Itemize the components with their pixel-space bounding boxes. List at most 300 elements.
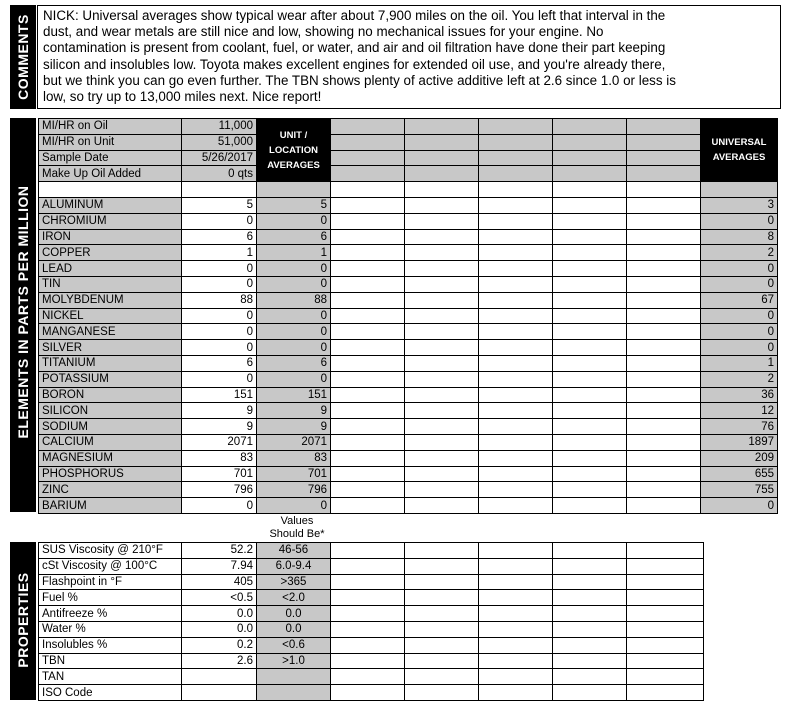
element-value: 0 [182, 213, 257, 229]
empty-cell [627, 229, 701, 245]
empty-cell [479, 276, 553, 292]
elements-table [38, 118, 778, 514]
empty-cell [331, 119, 405, 135]
empty-cell [627, 355, 701, 371]
element-unit-average: 88 [257, 292, 331, 308]
property-name: cSt Viscosity @ 100°C [39, 558, 182, 574]
element-row [39, 355, 778, 371]
element-name: BARIUM [39, 498, 182, 514]
element-row [39, 403, 778, 419]
element-unit-average: 2071 [257, 434, 331, 450]
element-name: TIN [39, 276, 182, 292]
property-value: 2.6 [182, 653, 257, 669]
element-value: 1 [182, 245, 257, 261]
element-name: SILVER [39, 340, 182, 356]
empty-cell [331, 213, 405, 229]
property-should-be: 6.0-9.4 [257, 558, 331, 574]
empty-cell [405, 482, 479, 498]
properties-label: PROPERTIES [15, 572, 31, 668]
empty-cell [405, 355, 479, 371]
empty-cell [479, 450, 553, 466]
element-name: SODIUM [39, 419, 182, 435]
element-name: MANGANESE [39, 324, 182, 340]
empty-cell [479, 371, 553, 387]
empty-cell [627, 213, 701, 229]
empty-cell [627, 558, 704, 574]
header-row [39, 134, 778, 150]
element-row [39, 450, 778, 466]
empty-cell [331, 403, 405, 419]
element-value: 83 [182, 450, 257, 466]
empty-cell [553, 213, 627, 229]
empty-cell [553, 558, 627, 574]
empty-cell [405, 637, 479, 653]
empty-cell [627, 482, 701, 498]
element-unit-average: 6 [257, 229, 331, 245]
property-should-be: >365 [257, 574, 331, 590]
header-label: Sample Date [39, 150, 182, 166]
property-should-be: >1.0 [257, 653, 331, 669]
empty-cell [405, 621, 479, 637]
element-name: MOLYBDENUM [39, 292, 182, 308]
empty-cell [553, 197, 627, 213]
empty-cell [479, 419, 553, 435]
empty-cell [331, 150, 405, 166]
empty-cell [405, 574, 479, 590]
element-universal-average: 1 [701, 355, 778, 371]
empty-cell [479, 637, 553, 653]
empty-cell [405, 434, 479, 450]
element-row [39, 482, 778, 498]
empty-cell [405, 340, 479, 356]
empty-cell [479, 498, 553, 514]
empty-cell [479, 308, 553, 324]
element-universal-average: 2 [701, 245, 778, 261]
empty-cell [479, 292, 553, 308]
empty-cell [331, 340, 405, 356]
element-universal-average: 755 [701, 482, 778, 498]
empty-cell [553, 134, 627, 150]
empty-cell [627, 685, 704, 701]
property-name: SUS Viscosity @ 210°F [39, 543, 182, 559]
properties-label-bar [10, 542, 36, 700]
empty-cell [405, 590, 479, 606]
empty-cell [627, 621, 704, 637]
property-value [182, 685, 257, 701]
empty-cell [701, 182, 778, 198]
empty-cell [331, 166, 405, 182]
empty-cell [331, 653, 405, 669]
empty-cell [553, 324, 627, 340]
empty-cell [331, 134, 405, 150]
property-value [182, 669, 257, 685]
element-universal-average: 2 [701, 371, 778, 387]
empty-cell [479, 543, 553, 559]
empty-cell [479, 166, 553, 182]
element-universal-average: 36 [701, 387, 778, 403]
empty-cell [405, 261, 479, 277]
empty-cell [331, 558, 405, 574]
element-row [39, 292, 778, 308]
empty-cell [553, 340, 627, 356]
empty-cell [331, 371, 405, 387]
property-row [39, 590, 704, 606]
element-unit-average: 9 [257, 403, 331, 419]
empty-cell [405, 498, 479, 514]
empty-cell [553, 182, 627, 198]
element-value: 9 [182, 403, 257, 419]
element-universal-average: 0 [701, 261, 778, 277]
header-label: MI/HR on Unit [39, 134, 182, 150]
element-value: 701 [182, 466, 257, 482]
empty-cell [405, 308, 479, 324]
empty-cell [405, 543, 479, 559]
empty-cell [627, 450, 701, 466]
property-should-be: 0.0 [257, 621, 331, 637]
element-unit-average: 701 [257, 466, 331, 482]
empty-cell [331, 543, 405, 559]
header-value: 51,000 [182, 134, 257, 150]
element-universal-average: 0 [701, 324, 778, 340]
properties-table [38, 542, 704, 701]
element-universal-average: 12 [701, 403, 778, 419]
empty-cell [553, 606, 627, 622]
empty-cell [479, 653, 553, 669]
empty-cell [553, 292, 627, 308]
header-row [39, 119, 778, 135]
empty-cell [627, 498, 701, 514]
empty-cell [479, 403, 553, 419]
property-value: 405 [182, 574, 257, 590]
property-value: 7.94 [182, 558, 257, 574]
empty-cell [553, 434, 627, 450]
empty-cell [405, 387, 479, 403]
element-value: 0 [182, 308, 257, 324]
element-unit-average: 0 [257, 261, 331, 277]
property-name: Fuel % [39, 590, 182, 606]
element-value: 9 [182, 419, 257, 435]
should-be-header: Values Should Be* [269, 515, 325, 540]
element-row [39, 308, 778, 324]
element-row [39, 245, 778, 261]
empty-cell [553, 119, 627, 135]
element-universal-average: 0 [701, 308, 778, 324]
element-unit-average: 0 [257, 340, 331, 356]
element-universal-average: 1897 [701, 434, 778, 450]
empty-cell [479, 482, 553, 498]
empty-cell [627, 340, 701, 356]
empty-cell [553, 355, 627, 371]
property-name: Water % [39, 621, 182, 637]
property-value: 0.0 [182, 621, 257, 637]
empty-cell [331, 292, 405, 308]
empty-cell [627, 166, 701, 182]
empty-cell [479, 213, 553, 229]
empty-cell [405, 371, 479, 387]
element-value: 0 [182, 340, 257, 356]
empty-cell [479, 261, 553, 277]
property-value: <0.5 [182, 590, 257, 606]
element-row [39, 261, 778, 277]
element-value: 0 [182, 276, 257, 292]
empty-cell [627, 134, 701, 150]
empty-cell [627, 543, 704, 559]
empty-cell [553, 637, 627, 653]
property-name: ISO Code [39, 685, 182, 701]
element-row [39, 197, 778, 213]
empty-cell [627, 276, 701, 292]
element-row [39, 213, 778, 229]
element-name: IRON [39, 229, 182, 245]
empty-cell [331, 387, 405, 403]
empty-cell [627, 419, 701, 435]
empty-cell [479, 685, 553, 701]
empty-cell [405, 606, 479, 622]
universal-averages-header: UNIVERSAL AVERAGES [701, 119, 778, 182]
property-row [39, 685, 704, 701]
empty-cell [331, 466, 405, 482]
element-universal-average: 67 [701, 292, 778, 308]
property-row [39, 606, 704, 622]
element-unit-average: 5 [257, 197, 331, 213]
element-unit-average: 796 [257, 482, 331, 498]
empty-cell [331, 182, 405, 198]
empty-cell [627, 653, 704, 669]
empty-cell [405, 669, 479, 685]
empty-cell [405, 466, 479, 482]
empty-cell [627, 245, 701, 261]
empty-cell [331, 324, 405, 340]
element-name: LEAD [39, 261, 182, 277]
element-unit-average: 83 [257, 450, 331, 466]
element-universal-average: 3 [701, 197, 778, 213]
element-universal-average: 655 [701, 466, 778, 482]
empty-cell [553, 150, 627, 166]
empty-cell [627, 466, 701, 482]
element-name: CALCIUM [39, 434, 182, 450]
element-name: SILICON [39, 403, 182, 419]
empty-cell [479, 574, 553, 590]
empty-cell [627, 119, 701, 135]
empty-cell [331, 606, 405, 622]
empty-cell [627, 574, 704, 590]
comments-text: NICK: Universal averages show typical wear after about 7,900 miles on the oil. You left that interval in the dust, and wear metals are still nice and low, showing no mechanical issues for your engine. No contamination is present from coolant, fuel, or water, and air and oil filtration have done their part keeping silicon and insolubles low. Toyota makes excellent engines for extended oil use, and you're already there, but we think you can go even further. The TBN shows plenty of active additive left at 2.6 since 1.0 or less is low, so try up to 13,000 miles next. Nice report! [43, 8, 676, 105]
property-row [39, 669, 704, 685]
element-universal-average: 76 [701, 419, 778, 435]
empty-cell [553, 261, 627, 277]
empty-cell [627, 371, 701, 387]
property-name: Insolubles % [39, 637, 182, 653]
empty-cell [405, 182, 479, 198]
empty-cell [627, 606, 704, 622]
empty-cell [331, 498, 405, 514]
empty-cell [405, 419, 479, 435]
element-row [39, 434, 778, 450]
element-name: PHOSPHORUS [39, 466, 182, 482]
element-row [39, 466, 778, 482]
elements-label-bar [10, 118, 36, 512]
empty-cell [627, 387, 701, 403]
property-value: 0.0 [182, 606, 257, 622]
property-should-be: <2.0 [257, 590, 331, 606]
empty-cell [331, 419, 405, 435]
header-value: 0 qts [182, 166, 257, 182]
property-row [39, 621, 704, 637]
empty-cell [331, 482, 405, 498]
empty-cell [405, 197, 479, 213]
element-unit-average: 151 [257, 387, 331, 403]
element-name: POTASSIUM [39, 371, 182, 387]
element-unit-average: 0 [257, 324, 331, 340]
empty-cell [553, 621, 627, 637]
element-unit-average: 0 [257, 213, 331, 229]
empty-cell [405, 450, 479, 466]
empty-cell [553, 229, 627, 245]
empty-cell [331, 669, 405, 685]
empty-cell [405, 213, 479, 229]
header-row [39, 150, 778, 166]
empty-cell [479, 324, 553, 340]
element-name: TITANIUM [39, 355, 182, 371]
property-value: 0.2 [182, 637, 257, 653]
empty-cell [479, 434, 553, 450]
empty-cell [627, 324, 701, 340]
empty-cell [553, 574, 627, 590]
element-value: 0 [182, 261, 257, 277]
comments-box [37, 5, 781, 109]
element-value: 151 [182, 387, 257, 403]
element-value: 5 [182, 197, 257, 213]
empty-cell [553, 308, 627, 324]
property-should-be [257, 669, 331, 685]
empty-cell [627, 197, 701, 213]
element-name: COPPER [39, 245, 182, 261]
element-value: 2071 [182, 434, 257, 450]
empty-cell [331, 637, 405, 653]
property-name: TBN [39, 653, 182, 669]
element-value: 796 [182, 482, 257, 498]
empty-cell [553, 653, 627, 669]
element-value: 0 [182, 324, 257, 340]
empty-cell [553, 387, 627, 403]
empty-cell [553, 166, 627, 182]
element-unit-average: 6 [257, 355, 331, 371]
property-row [39, 543, 704, 559]
element-value: 88 [182, 292, 257, 308]
empty-cell [627, 261, 701, 277]
empty-cell [405, 324, 479, 340]
property-should-be [257, 685, 331, 701]
empty-cell [405, 166, 479, 182]
element-name: ZINC [39, 482, 182, 498]
element-unit-average: 1 [257, 245, 331, 261]
empty-cell [331, 276, 405, 292]
element-row [39, 276, 778, 292]
empty-cell [479, 245, 553, 261]
empty-cell [331, 245, 405, 261]
empty-cell [553, 669, 627, 685]
empty-cell [39, 182, 182, 198]
empty-cell [479, 387, 553, 403]
element-value: 0 [182, 371, 257, 387]
property-should-be: <0.6 [257, 637, 331, 653]
empty-cell [553, 498, 627, 514]
empty-cell [553, 543, 627, 559]
empty-cell [479, 119, 553, 135]
element-universal-average: 0 [701, 340, 778, 356]
empty-cell [479, 606, 553, 622]
header-label: Make Up Oil Added [39, 166, 182, 182]
empty-cell [627, 292, 701, 308]
empty-cell [257, 182, 331, 198]
empty-cell [405, 292, 479, 308]
empty-cell [331, 450, 405, 466]
spacer-row [39, 182, 778, 198]
element-row [39, 324, 778, 340]
element-value: 6 [182, 229, 257, 245]
element-row [39, 229, 778, 245]
empty-cell [331, 685, 405, 701]
empty-cell [479, 621, 553, 637]
property-row [39, 653, 704, 669]
empty-cell [553, 276, 627, 292]
element-row [39, 419, 778, 435]
empty-cell [331, 434, 405, 450]
element-unit-average: 9 [257, 419, 331, 435]
empty-cell [479, 134, 553, 150]
empty-cell [553, 419, 627, 435]
element-unit-average: 0 [257, 371, 331, 387]
element-unit-average: 0 [257, 498, 331, 514]
empty-cell [331, 621, 405, 637]
element-name: CHROMIUM [39, 213, 182, 229]
empty-cell [405, 276, 479, 292]
property-row [39, 558, 704, 574]
element-name: BORON [39, 387, 182, 403]
empty-cell [405, 245, 479, 261]
empty-cell [405, 134, 479, 150]
empty-cell [627, 669, 704, 685]
element-name: MAGNESIUM [39, 450, 182, 466]
empty-cell [553, 590, 627, 606]
empty-cell [331, 229, 405, 245]
empty-cell [405, 558, 479, 574]
empty-cell [405, 150, 479, 166]
empty-cell [331, 574, 405, 590]
element-universal-average: 0 [701, 276, 778, 292]
property-name: Flashpoint in °F [39, 574, 182, 590]
property-should-be: 0.0 [257, 606, 331, 622]
header-value: 5/26/2017 [182, 150, 257, 166]
element-name: NICKEL [39, 308, 182, 324]
element-row [39, 387, 778, 403]
element-value: 0 [182, 498, 257, 514]
property-name: TAN [39, 669, 182, 685]
element-row [39, 498, 778, 514]
empty-cell [479, 229, 553, 245]
empty-cell [405, 119, 479, 135]
empty-cell [405, 685, 479, 701]
empty-cell [479, 466, 553, 482]
empty-cell [479, 150, 553, 166]
empty-cell [627, 637, 704, 653]
header-value: 11,000 [182, 119, 257, 135]
empty-cell [479, 590, 553, 606]
comments-label-bar [10, 5, 36, 109]
property-row [39, 637, 704, 653]
empty-cell [331, 308, 405, 324]
element-row [39, 340, 778, 356]
